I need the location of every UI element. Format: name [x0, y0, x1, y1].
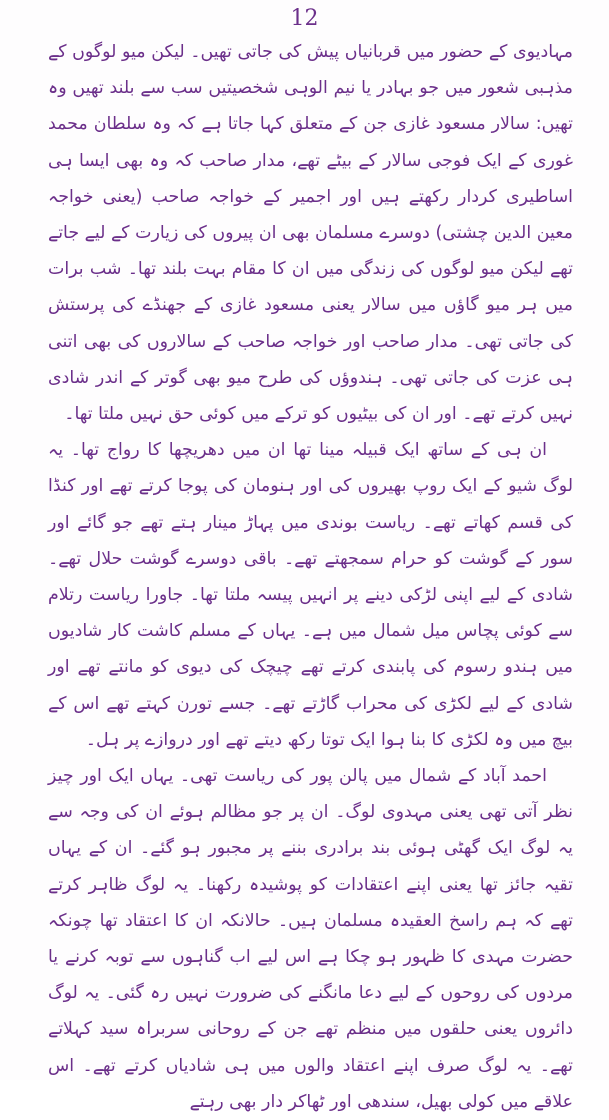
paragraph-meo-saints: مہادیوی کے حضور میں قربانیاں پیش کی جاتی تھیں۔ لیکن میو لوگوں کے مذہبی شعور میں جو بہادر یا نیم الوہی شخصیتیں سب سے بلند تھیں وہ تھیں: سالار مسعود غازی جن کے متعلق کہا جاتا ہے کہ وہ سلطان محمد غوری کے ایک فوجی سالار کے بیٹے تھے، مدار صاحب کہ وہ بھی ایسا ہی اساطیری کردار رکھتے ہیں اور اجمیر کے خواجہ صاحب (یعنی خواجہ معین الدین چشتی) دوسرے مسلمان بھی ان پیروں کی زیارت کے لیے جاتے تھے لیکن میو لوگوں کی زندگی میں ان کا مقام بہت بلند تھا۔ شب برات میں ہر میو گاؤں میں سالار یعنی مسعود غازی کے جھنڈے کی پرستش کی جاتی تھی۔ مدار صاحب اور خواجہ صاحب کے سالاروں کی بھی اتنی ہی عزت کی جاتی تھی۔ ہندوؤں کی طرح میو بھی گوتر کے اندر شادی نہیں کرتے تھے۔ اور ان کی بیٹیوں کو ترکے میں کوئی حق نہیں ملتا تھا۔ [48, 42, 573, 425]
page-number: 12 [290, 6, 319, 31]
paragraph-palanpur-mahdavi: احمد آباد کے شمال میں پالن پور کی ریاست تھی۔ یہاں ایک اور چیز نظر آتی تھی یعنی مہدوی لوگ۔ ان پر جو مظالم ہوئے ان کی وجہ سے یہ لوگ ایک گھٹی ہوئی بند برادری بننے پر مجبور ہو گئے۔ ان کے یہاں تقیہ جائز تھا یعنی اپنے اعتقادات کو پوشیدہ رکھنا۔ یہ لوگ ظاہر کرتے تھے کہ ہم راسخ العقیدہ مسلمان ہیں۔ حالانکہ ان کا اعتقاد تھا چونکہ حضرت مہدی کا ظہور ہو چکا ہے اس لیے اب گناہوں سے توبہ کرنے یا مردوں کی روحوں کے لیے دعا مانگنے کی ضرورت نہیں رہ گئی۔ یہ لوگ دائروں یعنی حلقوں میں منظم تھے جن کے روحانی سربراہ سید کہلاتے تھے۔ یہ لوگ صرف اپنے اعتقاد والوں میں ہی شادیاں کرتے تھے۔ اس علاقے میں کولی بھیل، سندھی اور ٹھاکر دار بھی رہتے [48, 766, 573, 1112]
body-text [48, 34, 573, 1120]
paragraph-mina-tribe: ان ہی کے ساتھ ایک قبیلہ مینا تھا ان میں دھریچھا کا رواج تھا۔ یہ لوگ شیو کے ایک روپ بھیروں کی اور ہنومان کی پوجا کرتے تھے اور کنڈا کی قسم کھاتے تھے۔ ریاست بوندی میں پہاڑ مینار ہتے تھے جو گائے اور سور کے گوشت کو حرام سمجھتے تھے۔ باقی دوسرے گوشت حلال تھے۔ شادی کے لیے اپنی لڑکی دینے پر انہیں پیسہ ملتا تھا۔ جاورا ریاست رتلام سے کوئی پچاس میل شمال میں ہے۔ یہاں کے مسلم کاشت کار شادیوں میں ہندو رسوم کی پابندی کرتے تھے چیچک کی دیوی کو مانتے تھے اور شادی کے لیے لکڑی کی محراب گاڑتے تھے۔ جسے تورن کہتے تھے اس کے بیچ میں وہ لکڑی کا بنا ہوا ایک توتا رکھ دیتے تھے اور دروازے پر ہل۔ [48, 440, 573, 750]
